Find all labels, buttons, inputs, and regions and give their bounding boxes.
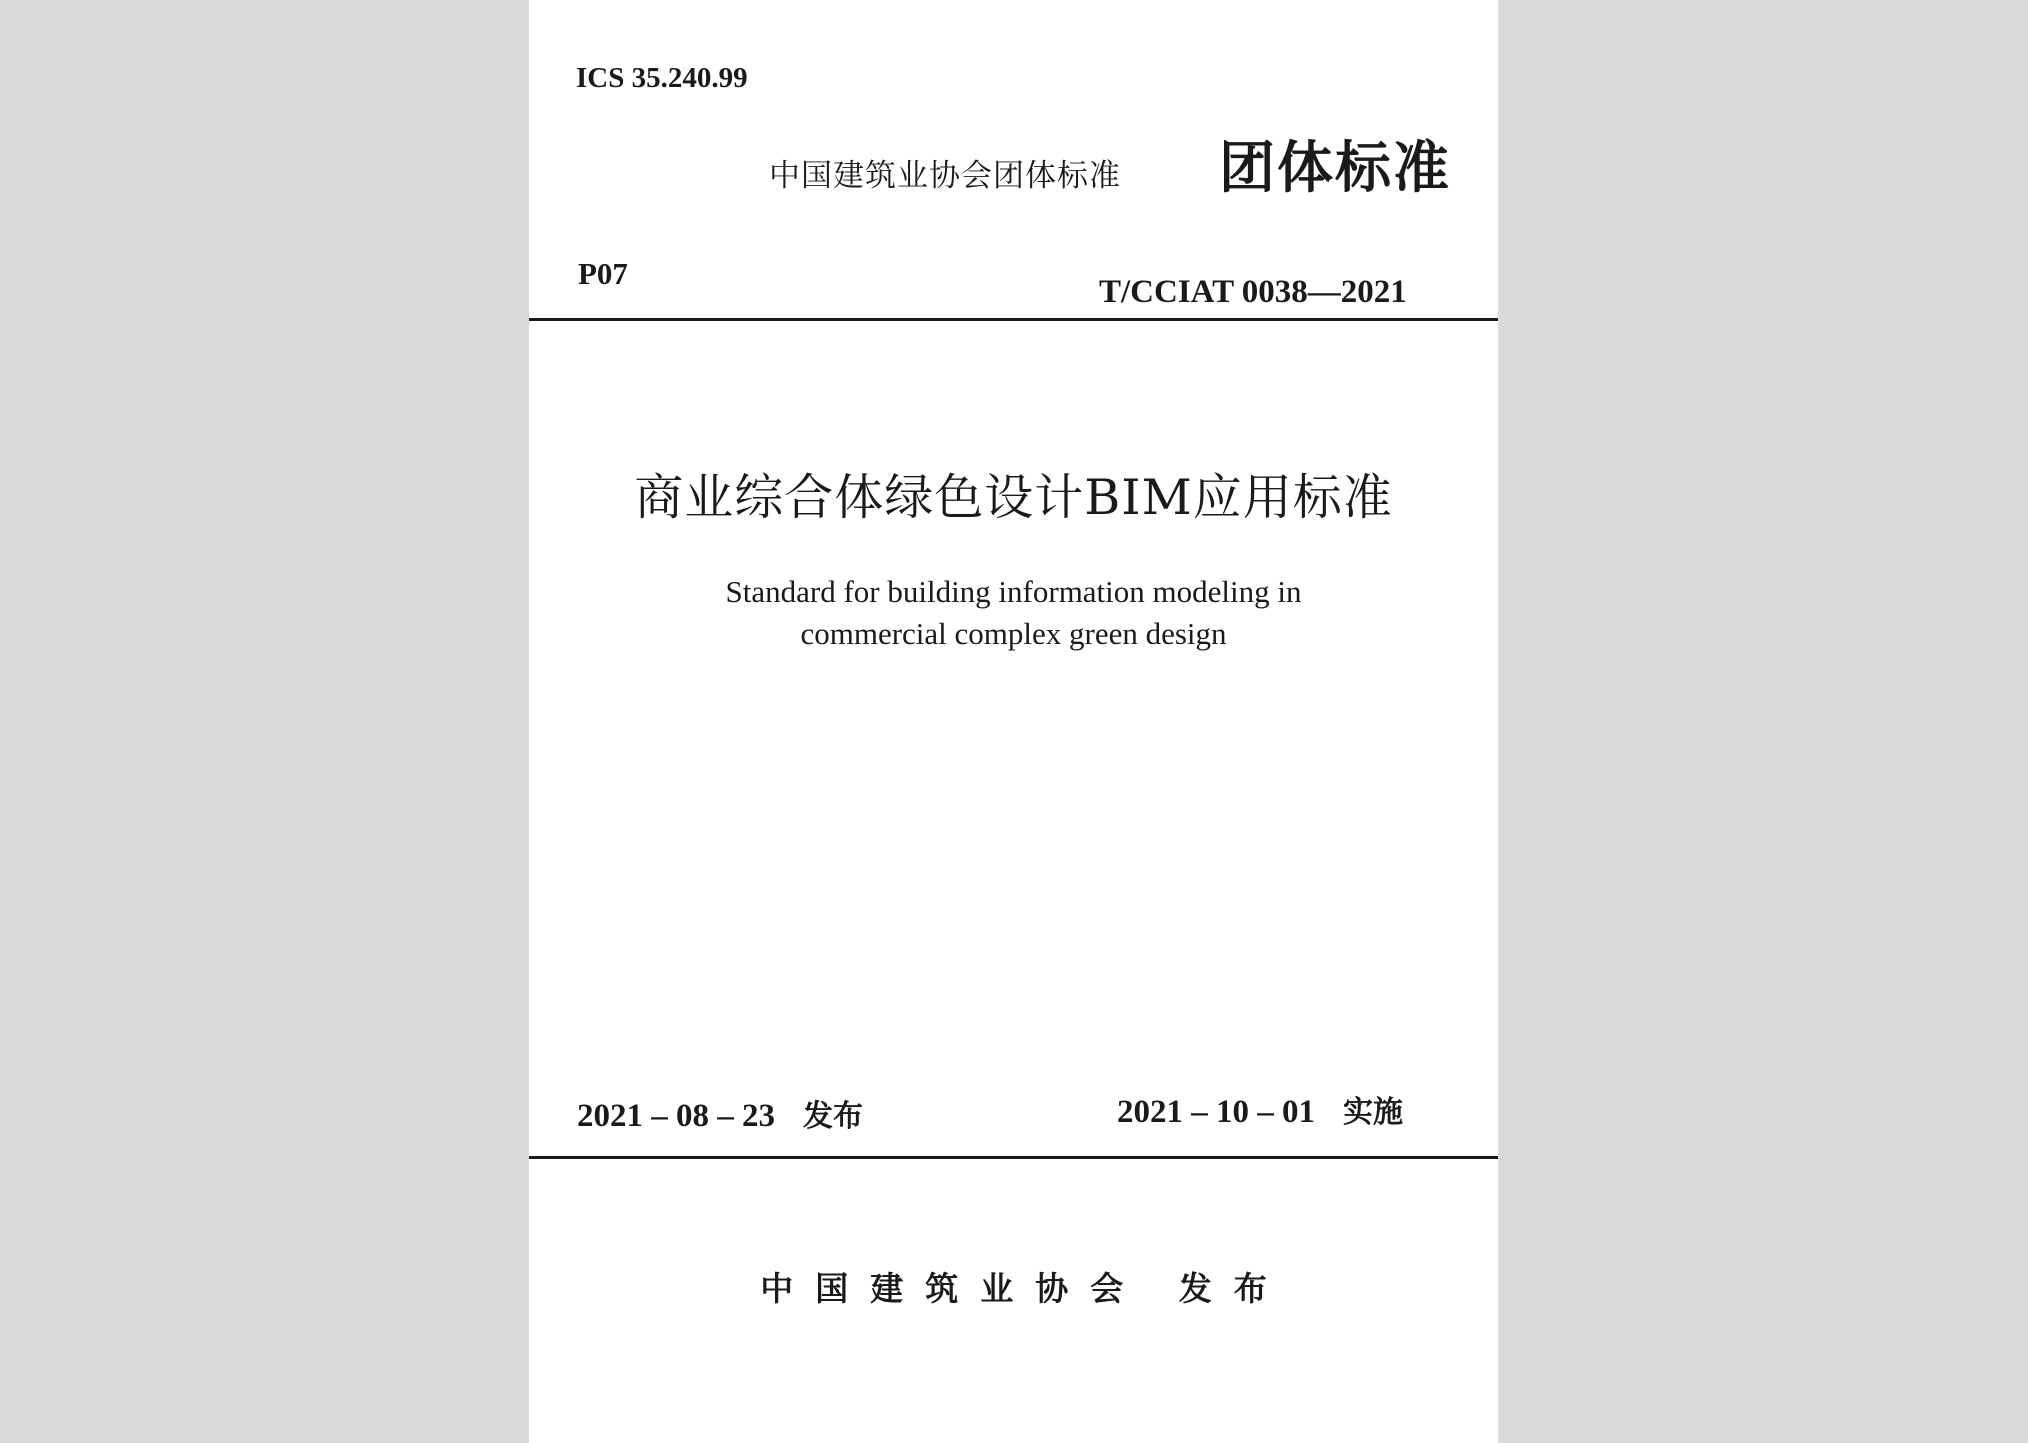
top-divider xyxy=(529,318,1498,321)
ccs-code: P07 xyxy=(578,256,628,291)
publish-label: 发布 xyxy=(803,1099,863,1134)
title-english xyxy=(529,571,1498,655)
effective-date: 2021 – 10 – 01 xyxy=(1117,1094,1315,1130)
group-standard-heading: 团体标准 xyxy=(1219,136,1451,201)
association-standard-label: 中国建筑业协会团体标准 xyxy=(769,158,1121,194)
publish-date-block xyxy=(577,1091,863,1135)
effective-label: 实施 xyxy=(1343,1095,1403,1130)
effective-date-block xyxy=(1117,1087,1403,1131)
publisher: 中国建筑业协会 发布 xyxy=(760,1269,1289,1308)
publish-date: 2021 – 08 – 23 xyxy=(577,1098,775,1134)
document-cover xyxy=(529,0,1498,1443)
title-english-line2: commercial complex green design xyxy=(800,616,1227,651)
title-english-line1: Standard for building information modeling in xyxy=(725,574,1302,609)
standard-number: T/CCIAT 0038—2021 xyxy=(1099,274,1407,310)
bottom-divider xyxy=(529,1156,1498,1159)
ics-code: ICS 35.240.99 xyxy=(576,62,748,94)
title-chinese: 商业综合体绿色设计BIM应用标准 xyxy=(634,469,1393,526)
